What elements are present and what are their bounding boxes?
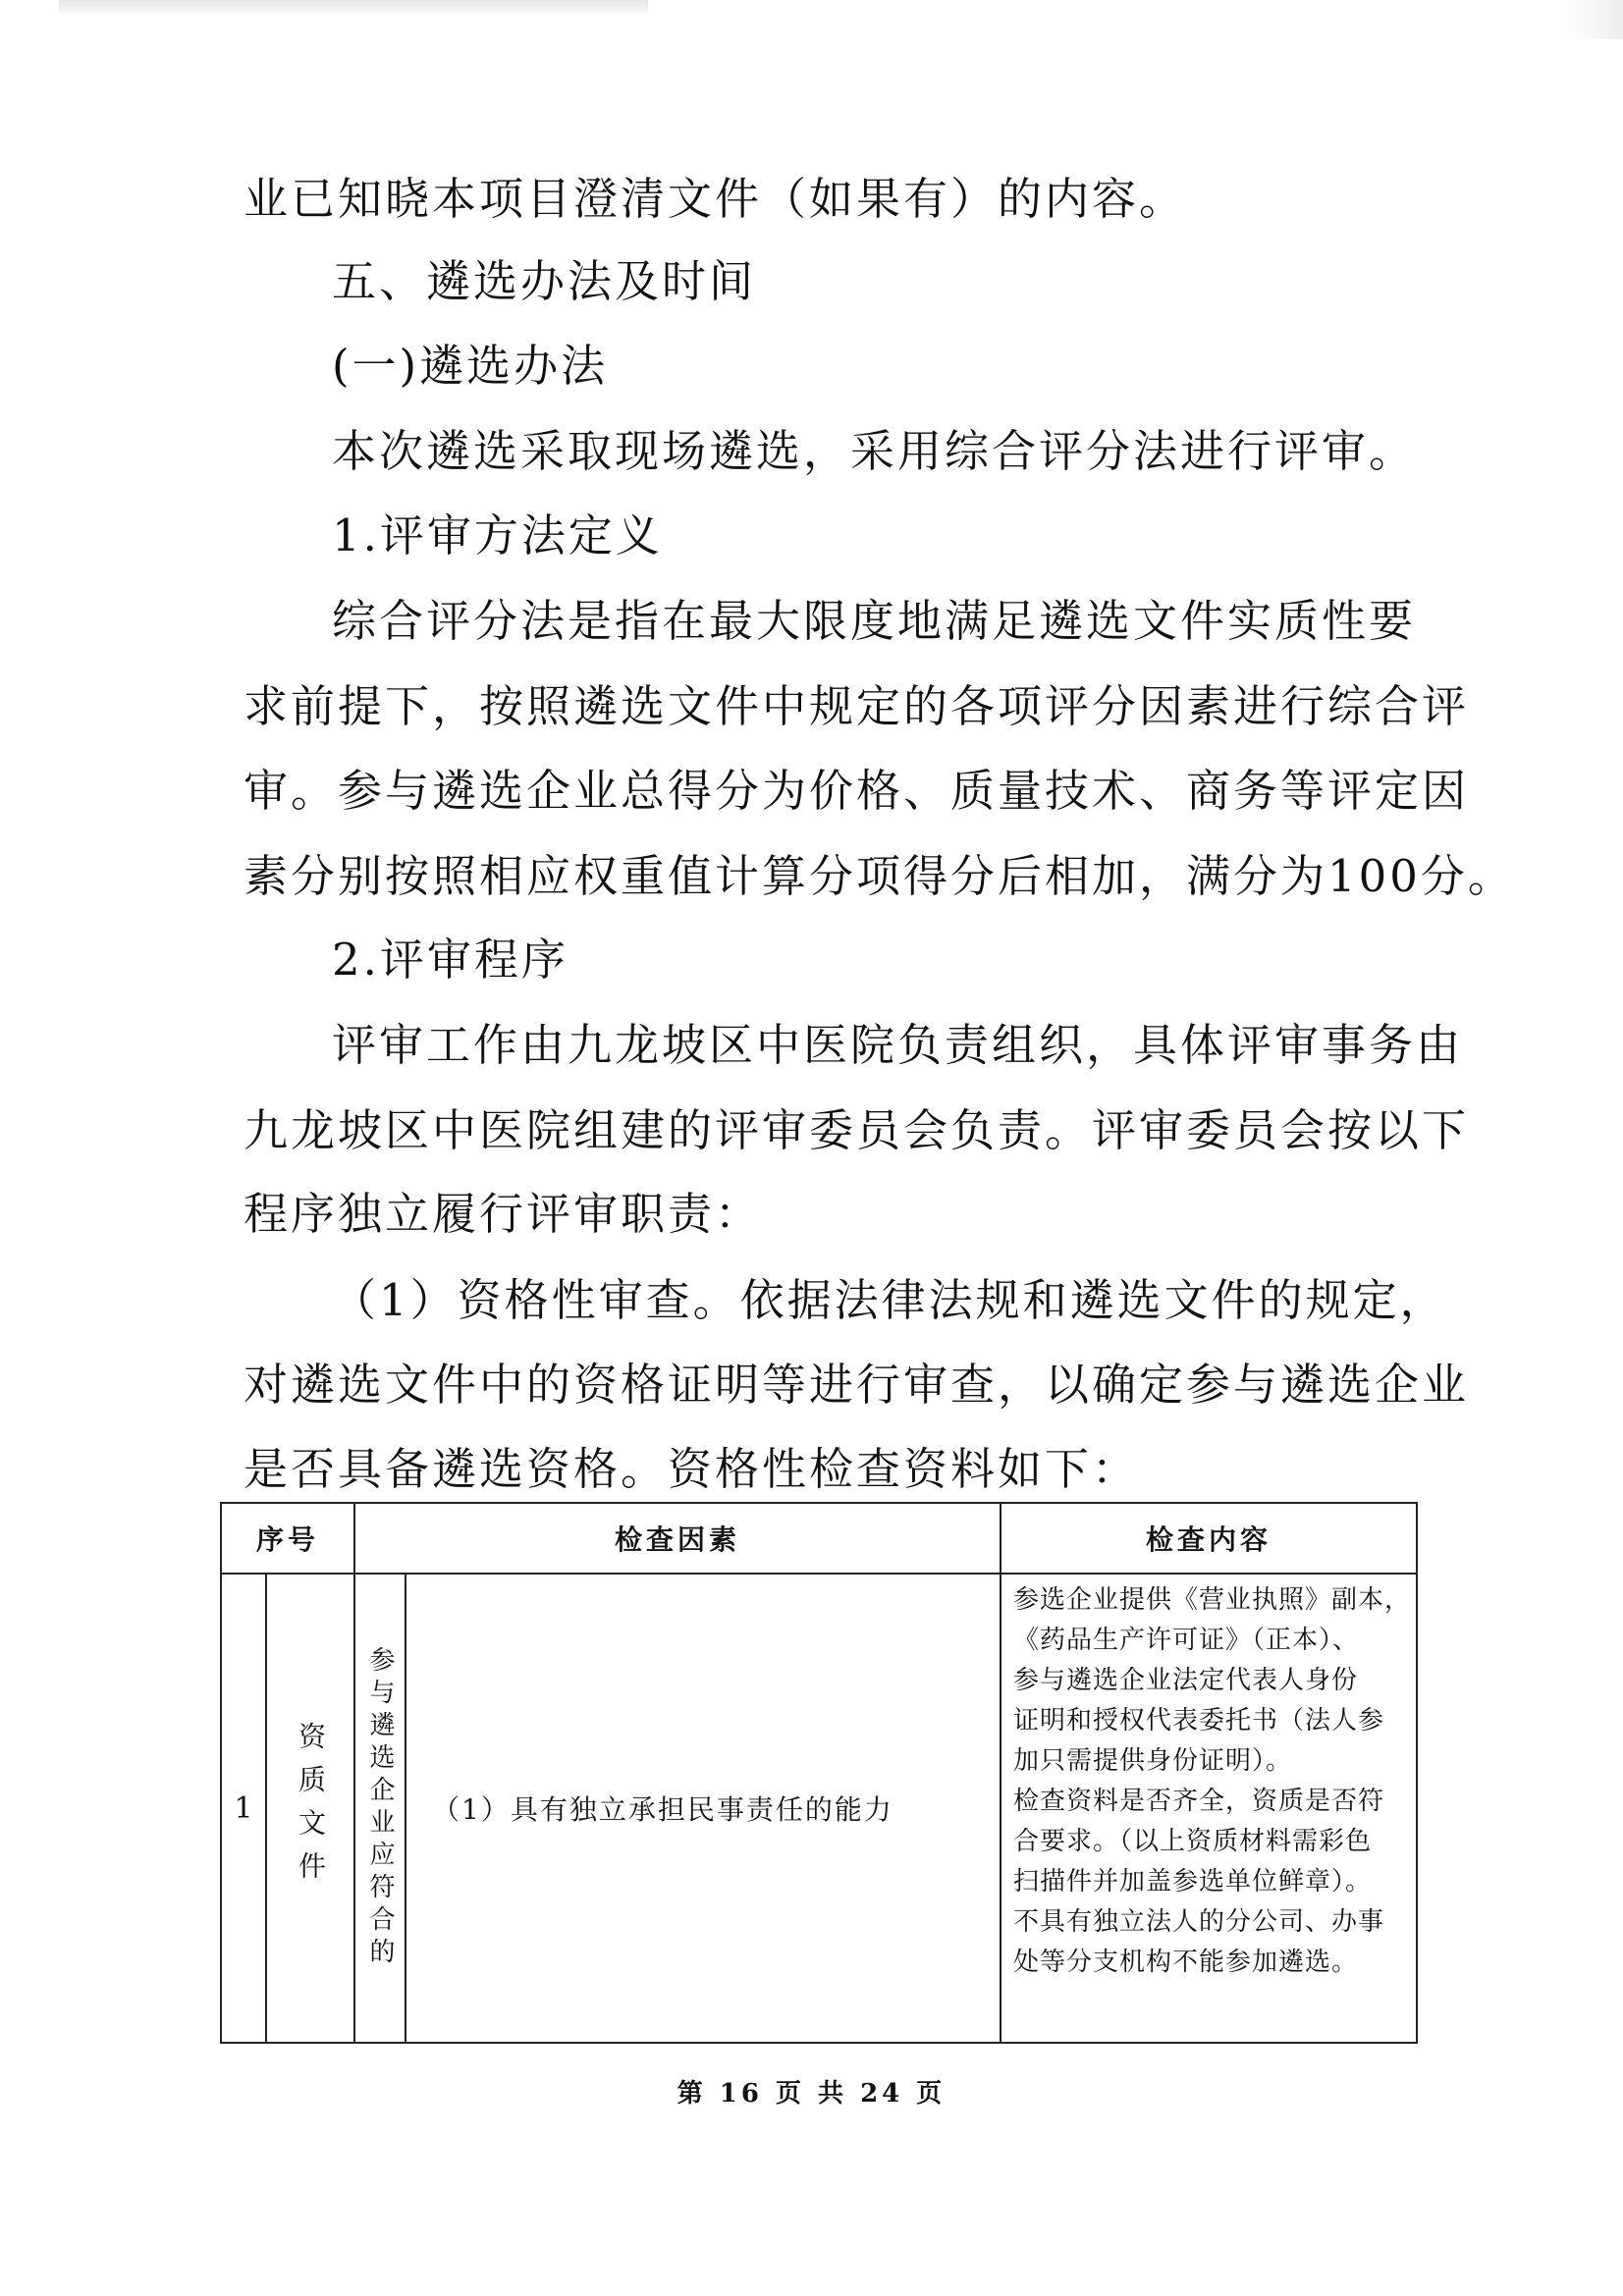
item-heading: 2.评审程序 [332, 934, 568, 986]
header-content: 检查内容 [1001, 1503, 1417, 1574]
category-text: 资质文件 [295, 1722, 327, 1895]
paragraph-line: 求前提下，按照遴选文件中规定的各项评分因素进行综合评 [243, 680, 1470, 732]
paragraph-line: 程序独立履行评审职责： [243, 1188, 763, 1240]
header-no: 序号 [221, 1503, 354, 1574]
content-line: 检查资料是否齐全，资质是否符 [1013, 1787, 1385, 1816]
qualification-check-table [220, 1502, 1418, 2044]
subcategory-text: 参与遴选企业应符合的 [365, 1646, 396, 1970]
paragraph-line: 是否具备遴选资格。资格性检查资料如下： [243, 1443, 1140, 1495]
page-footer: 第 16 页 共 24 页 [676, 2079, 947, 2109]
table-row [221, 1574, 1417, 2043]
content-line: 参选企业提供《营业执照》副本， [1013, 1585, 1412, 1615]
subsection-heading: (一)遴选办法 [332, 340, 609, 392]
row-factor: （1）具有独立承担民事责任的能力 [406, 1574, 1001, 2043]
paragraph-line: 业已知晓本项目澄清文件（如果有）的内容。 [243, 173, 1187, 225]
content-line: 不具有独立法人的分公司、办事 [1013, 1907, 1385, 1937]
paragraph-line: 本次遴选采取现场遴选，采用综合评分法进行评审。 [332, 425, 1417, 477]
content-line: 处等分支机构不能参加遴选。 [1013, 1948, 1359, 1977]
paragraph-line: 评审工作由九龙坡区中医院负责组织，具体评审事务由 [332, 1019, 1464, 1071]
content-line: 合要求。（以上资质材料需彩色 [1013, 1827, 1373, 1856]
header-factor: 检查因素 [354, 1503, 1001, 1574]
paragraph-line: （1）资格性审查。依据法律法规和遴选文件的规定， [332, 1274, 1447, 1326]
paragraph-line: 九龙坡区中医院组建的评审委员会负责。评审委员会按以下 [243, 1104, 1470, 1156]
content-line: 扫描件并加盖参选单位鲜章）。 [1013, 1867, 1373, 1896]
paragraph-line: 素分别按照相应权重值计算分项得分后相加，满分为100分。 [243, 850, 1515, 902]
content-line: 证明和授权代表委托书（法人参 [1013, 1706, 1385, 1735]
table-header-row [221, 1503, 1417, 1574]
item-heading: 1.评审方法定义 [332, 509, 663, 561]
paragraph-line: 对遴选文件中的资格证明等进行审查，以确定参与遴选企业 [243, 1359, 1470, 1411]
row-category [266, 1574, 354, 2043]
content-line: 加只需提供身份证明）。 [1013, 1746, 1293, 1776]
row-content [1001, 1574, 1417, 2043]
content-line: 参与遴选企业法定代表人身份 [1013, 1666, 1359, 1695]
row-number: 1 [221, 1574, 266, 2043]
row-subcategory [354, 1574, 406, 2043]
paragraph-line: 审。参与遴选企业总得分为价格、质量技术、商务等评定因 [243, 765, 1470, 817]
content-line: 《药品生产许可证》（正本）、 [1013, 1626, 1360, 1655]
paragraph-line: 综合评分法是指在最大限度地满足遴选文件实质性要 [332, 595, 1417, 647]
section-heading: 五、遴选办法及时间 [332, 255, 757, 307]
